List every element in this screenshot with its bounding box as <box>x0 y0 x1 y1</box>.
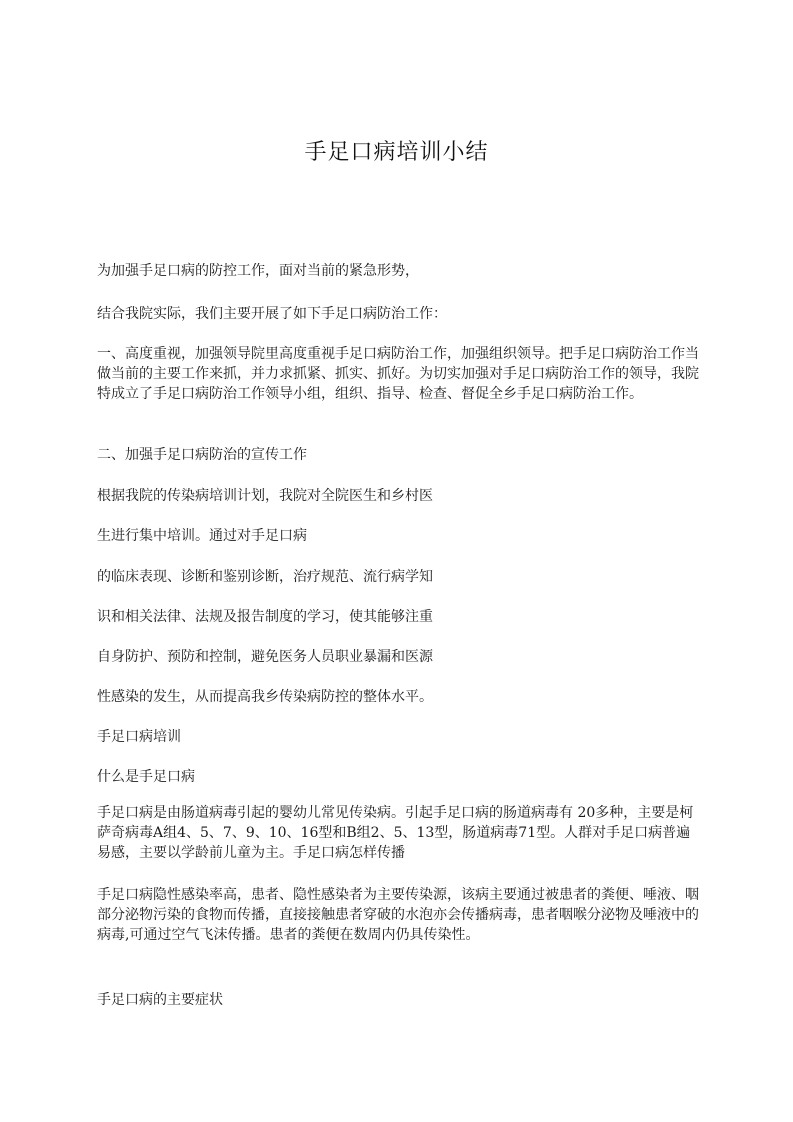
paragraph-heading-training: 手足口病培训 <box>97 729 181 745</box>
paragraph-context: 结合我院实际，我们主要开展了如下手足口病防治工作： <box>97 306 447 322</box>
paragraph-transmission: 手足口病隐性感染率高，患者、隐性感染者为主要传染源，该病主要通过被患者的粪便、唾液、咽部分泌物污染的食物而传播，直接接触患者穿破的水泡亦会传播病毒，患者咽喉分泌物及唾液中的病毒,可通过空气飞沫传播。患者的粪便在数周内仍具传染性。 <box>97 887 699 943</box>
paragraph-definition: 手足口病是由肠道病毒引起的婴幼儿常见传染病。引起手足口病的肠道病毒有 20多种，主要是柯萨奇病毒A组4、5、7、9、10、16型和B组2、5、13型，肠道病毒71型。人群对手足口病普遍易感，主要以学龄前儿童为主。手足口病怎样传播 <box>97 805 694 861</box>
paragraph-intro: 为加强手足口病的防控工作，面对当前的紧急形势， <box>97 263 419 279</box>
paragraph-training-line-6: 性感染的发生，从而提高我乡传染病防控的整体水平。 <box>97 689 433 705</box>
paragraph-training-line-4: 识和相关法律、法规及报告制度的学习，使其能够注重 <box>97 609 433 625</box>
document-title: 手足口病培训小结 <box>304 140 489 165</box>
paragraph-section-1: 一、高度重视，加强领导院里高度重视手足口病防治工作，加强组织领导。把手足口病防治工作当做当前的主要工作来抓，并力求抓紧、抓实、抓好。为切实加强对手足口病防治工作的领导，我院特成立了手足口病防治工作领导小组，组织、指导、检查、督促全乡手足口病防治工作。 <box>97 346 699 402</box>
paragraph-training-line-3: 的临床表现、诊断和鉴别诊断，治疗规范、流行病学知 <box>97 569 433 585</box>
paragraph-heading-what-is: 什么是手足口病 <box>97 769 195 785</box>
paragraph-section-2-heading: 二、加强手足口病防治的宣传工作 <box>97 447 307 463</box>
paragraph-heading-symptoms: 手足口病的主要症状 <box>97 992 223 1008</box>
paragraph-training-line-5: 自身防护、预防和控制，避免医务人员职业暴漏和医源 <box>97 649 433 665</box>
paragraph-training-line-1: 根据我院的传染病培训计划，我院对全院医生和乡村医 <box>97 488 433 504</box>
paragraph-training-line-2: 生进行集中培训。通过对手足口病 <box>97 528 307 544</box>
